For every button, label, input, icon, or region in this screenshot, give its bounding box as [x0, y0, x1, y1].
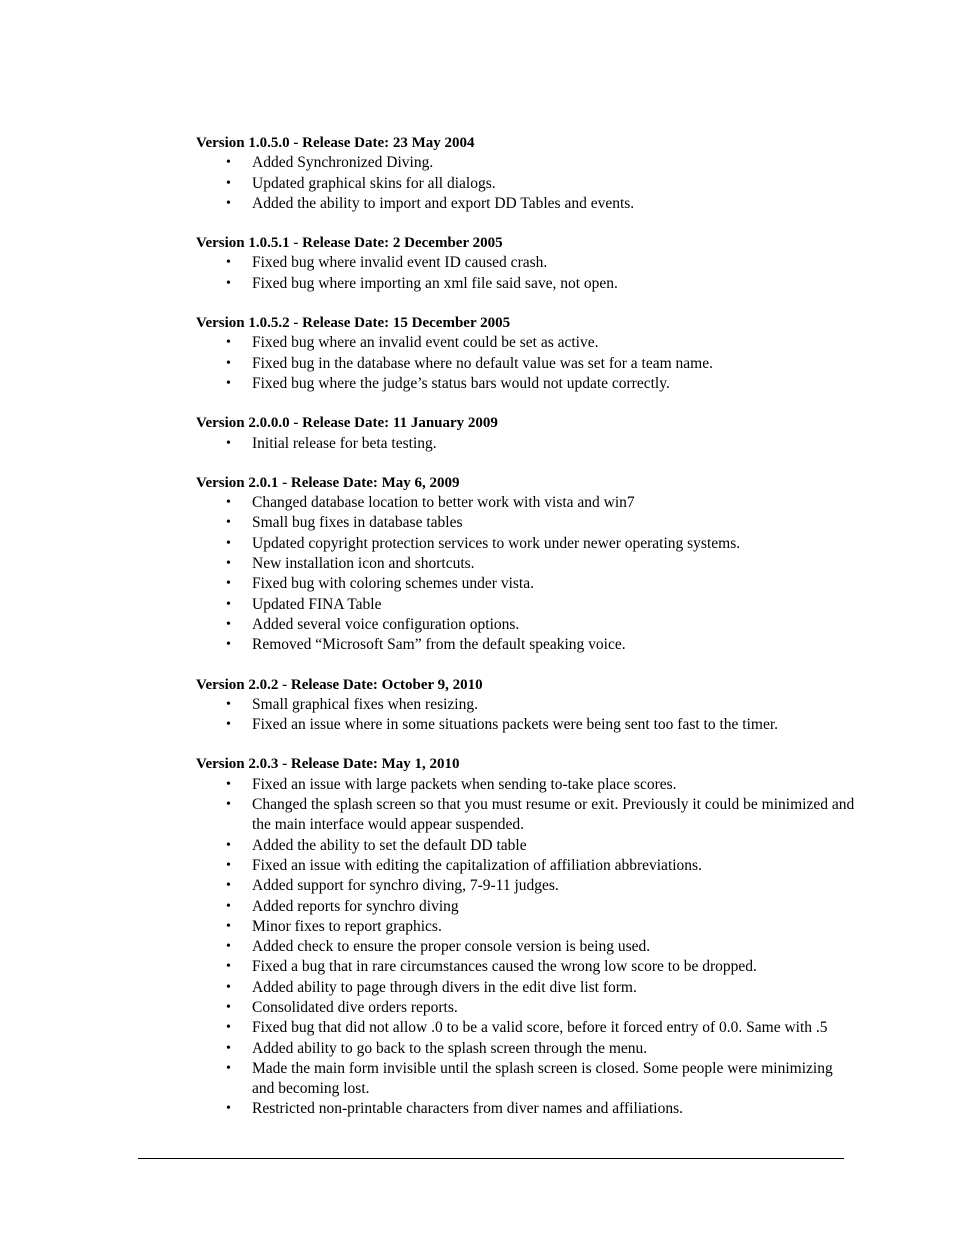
list-item: • Updated copyright protection services to work under newer operating systems.: [252, 534, 856, 554]
release-notes: [196, 133, 856, 1139]
bullet-icon: •: [226, 878, 231, 894]
list-item: • Updated graphical skins for all dialogs.: [252, 174, 856, 194]
bullet-icon: •: [226, 959, 231, 975]
bullet-icon: •: [226, 515, 231, 531]
release-section: [196, 754, 856, 1119]
list-item: • Fixed bug in the database where no default value was set for a team name.: [252, 354, 856, 374]
bullet-icon: •: [226, 1020, 231, 1036]
list-item: • Added Synchronized Diving.: [252, 153, 856, 173]
bullet-icon: •: [226, 979, 231, 995]
list-item: • Consolidated dive orders reports.: [252, 998, 856, 1018]
bullet-icon: •: [226, 1040, 231, 1056]
bullet-icon: •: [226, 837, 231, 853]
list-item: • Fixed an issue with editing the capitalization of affiliation abbreviations.: [252, 856, 856, 876]
list-item: • Fixed bug with coloring schemes under vista.: [252, 574, 856, 594]
list-item: • Removed “Microsoft Sam” from the default speaking voice.: [252, 635, 856, 655]
release-section: [196, 675, 856, 736]
list-item: • Updated FINA Table: [252, 595, 856, 615]
list-item: • Added check to ensure the proper console version is being used.: [252, 937, 856, 957]
bullet-icon: •: [226, 556, 231, 572]
bullet-icon: •: [226, 616, 231, 632]
release-section: [196, 313, 856, 394]
bullet-icon: •: [226, 1060, 231, 1076]
release-item-list: [196, 695, 856, 736]
bullet-icon: •: [226, 596, 231, 612]
list-item: • Fixed bug where invalid event ID caused crash.: [252, 253, 856, 273]
release-heading: Version 1.0.5.0 - Release Date: 23 May 2004: [196, 135, 475, 151]
release-item-list: [196, 775, 856, 1120]
list-item: • Added ability to go back to the splash screen through the menu.: [252, 1039, 856, 1059]
list-item: • Made the main form invisible until the splash screen is closed. Some people were minimizing and becoming lost.: [226, 1059, 833, 1098]
bullet-icon: •: [226, 576, 231, 592]
list-item: • Fixed an issue with large packets when sending to-take place scores.: [252, 775, 856, 795]
release-item-list: [196, 153, 856, 214]
list-item: • Minor fixes to report graphics.: [252, 917, 856, 937]
release-heading: Version 1.0.5.2 - Release Date: 15 December 2005: [196, 315, 511, 332]
list-item: • Initial release for beta testing.: [252, 434, 856, 454]
list-item: • Added support for synchro diving, 7-9-11 judges.: [252, 876, 856, 896]
bullet-icon: •: [226, 857, 231, 873]
bullet-icon: •: [226, 435, 231, 451]
release-heading: Version 2.0.2 - Release Date: October 9, 2010: [196, 676, 483, 693]
release-heading: Version 2.0.3 - Release Date: May 1, 2010: [196, 756, 460, 773]
release-item-list: [196, 253, 856, 294]
bullet-icon: •: [226, 898, 231, 914]
bullet-icon: •: [226, 918, 231, 934]
list-item: • New installation icon and shortcuts.: [252, 554, 856, 574]
list-item: • Added the ability to set the default DD table: [252, 836, 856, 856]
bullet-icon: •: [226, 155, 231, 171]
release-item-list: [196, 434, 856, 454]
release-item-list: [196, 333, 856, 394]
bullet-icon: •: [226, 1101, 231, 1117]
bullet-icon: •: [226, 637, 231, 653]
list-item: • Small bug fixes in database tables: [252, 513, 856, 533]
list-item: • Changed database location to better work with vista and win7: [252, 493, 856, 513]
list-item: • Fixed a bug that in rare circumstances caused the wrong low score to be dropped.: [252, 957, 856, 977]
release-item-list: [196, 493, 856, 655]
release-section: [196, 133, 856, 214]
release-heading: Version 2.0.0.0 - Release Date: 11 January 2009: [196, 415, 498, 432]
list-item: • Added the ability to import and export DD Tables and events.: [252, 194, 856, 214]
bullet-icon: •: [226, 999, 231, 1015]
bullet-icon: •: [226, 696, 231, 712]
bullet-icon: •: [226, 495, 231, 511]
bullet-icon: •: [226, 939, 231, 955]
bullet-icon: •: [226, 175, 231, 191]
bullet-icon: •: [226, 717, 231, 733]
list-item: • Changed the splash screen so that you must resume or exit. Previously it could be minimized and the main interface would appear suspended.: [226, 796, 855, 834]
list-item: • Added ability to page through divers in the edit dive list form.: [252, 978, 856, 998]
release-section: [196, 413, 856, 454]
bullet-icon: •: [226, 275, 231, 291]
list-item: • Small graphical fixes when resizing.: [252, 695, 856, 715]
bullet-icon: •: [226, 255, 231, 271]
list-item: • Added several voice configuration options.: [252, 615, 856, 635]
bullet-icon: •: [226, 355, 231, 371]
list-item: • Fixed bug that did not allow .0 to be a valid score, before it forced entry of 0.0. Same with .5: [252, 1018, 856, 1038]
release-section: [196, 233, 856, 294]
release-heading: Version 1.0.5.1 - Release Date: 2 December 2005: [196, 235, 503, 252]
list-item: • Fixed bug where an invalid event could be set as active.: [252, 333, 856, 353]
list-item: • Restricted non-printable characters from diver names and affiliations.: [252, 1099, 856, 1119]
list-item: • Fixed bug where the judge’s status bars would not update correctly.: [252, 374, 856, 394]
release-heading: Version 2.0.1 - Release Date: May 6, 2009: [196, 474, 460, 491]
list-item: • Added reports for synchro diving: [252, 897, 856, 917]
bullet-icon: •: [226, 335, 231, 351]
release-section: [196, 473, 856, 656]
bullet-icon: •: [226, 776, 231, 792]
list-item: • Fixed bug where importing an xml file said save, not open.: [252, 274, 856, 294]
bullet-icon: •: [226, 797, 231, 813]
bullet-icon: •: [226, 535, 231, 551]
footer-rule: [138, 1158, 844, 1159]
list-item: • Fixed an issue where in some situations packets were being sent too fast to the timer.: [252, 715, 856, 735]
bullet-icon: •: [226, 375, 231, 391]
bullet-icon: •: [226, 195, 231, 211]
